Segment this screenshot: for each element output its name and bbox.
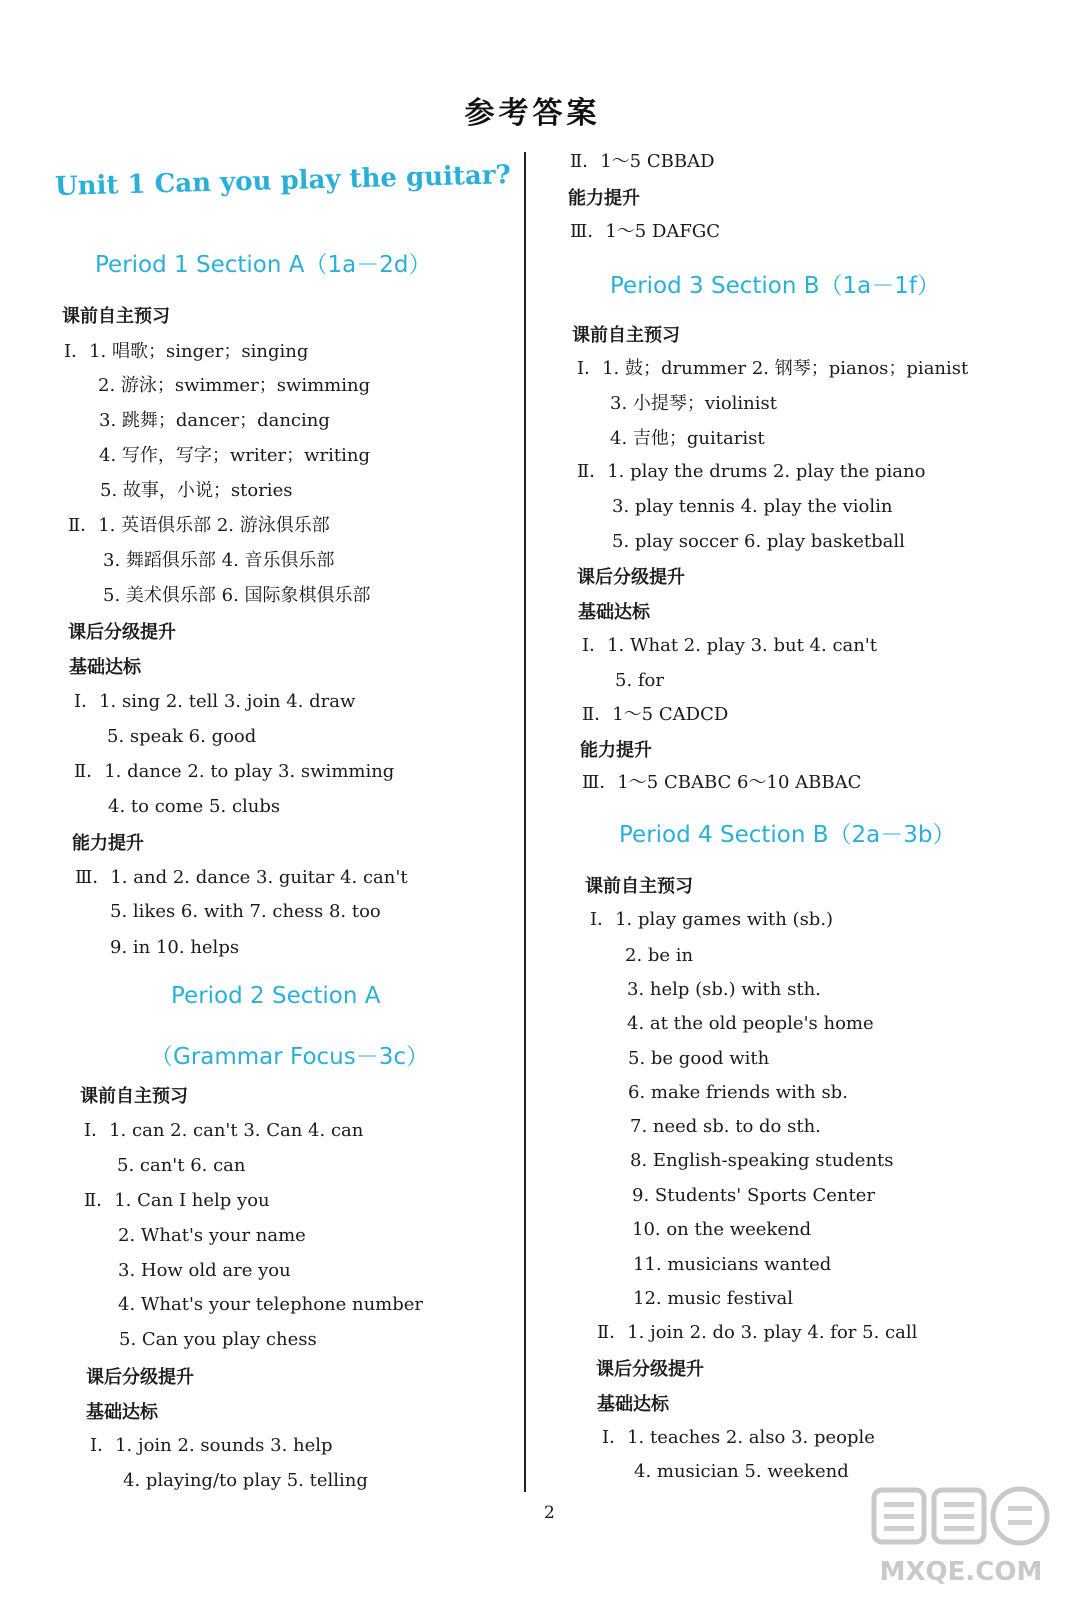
answer-line: Ⅰ．1. What 2. play 3. but 4. can't xyxy=(582,635,878,656)
heading-basic: 基础达标 xyxy=(578,602,650,623)
heading-post: 课后分级提升 xyxy=(596,1359,704,1380)
answer-line: Ⅱ．1. join 2. do 3. play 4. for 5. call xyxy=(597,1322,918,1343)
answer-line: Ⅰ．1. can 2. can't 3. Can 4. can xyxy=(84,1120,364,1141)
answer-line: Ⅱ．1. dance 2. to play 3. swimming xyxy=(74,761,395,782)
answer-line: Ⅱ．1. play the drums 2. play the piano xyxy=(577,461,926,482)
answer-line: Ⅰ．1. 唱歌；singer；singing xyxy=(64,341,309,362)
heading-ability: 能力提升 xyxy=(568,188,640,209)
answer-line: 4. at the old people's home xyxy=(627,1013,874,1034)
watermark-logo xyxy=(868,1484,1054,1588)
answer-line: Ⅰ．1. teaches 2. also 3. people xyxy=(602,1427,875,1448)
answer-line: 6. make friends with sb. xyxy=(628,1082,848,1103)
answer-line: 5. 美术俱乐部 6. 国际象棋俱乐部 xyxy=(103,585,371,606)
answer-line: 3. 跳舞；dancer；dancing xyxy=(99,410,330,431)
heading-post: 课后分级提升 xyxy=(68,622,176,643)
answer-line: 10. on the weekend xyxy=(632,1219,812,1240)
watermark-text: MXQE.COM xyxy=(879,1557,1043,1587)
answer-line: 8. English-speaking students xyxy=(630,1150,894,1171)
answer-line: 4. 吉他；guitarist xyxy=(610,428,765,449)
answer-line: 2. be in xyxy=(625,945,694,966)
answer-line: Ⅲ．1～5 DAFGC xyxy=(570,221,721,242)
answer-line: 12. music festival xyxy=(633,1288,794,1309)
heading-post: 课后分级提升 xyxy=(86,1367,194,1388)
answer-line: 5. for xyxy=(615,670,664,691)
answer-line: 4. What's your telephone number xyxy=(118,1294,424,1315)
answer-line: 4. to come 5. clubs xyxy=(108,796,281,817)
answer-line: 3. 舞蹈俱乐部 4. 音乐俱乐部 xyxy=(103,550,335,571)
answer-line: Ⅱ．1. 英语俱乐部 2. 游泳俱乐部 xyxy=(68,515,330,536)
heading-post: 课后分级提升 xyxy=(577,567,685,588)
answer-line: 3. play tennis 4. play the violin xyxy=(612,496,893,517)
answer-line: Ⅱ．1～5 CBBAD xyxy=(570,151,715,172)
answer-line: Ⅰ．1. 鼓；drummer 2. 钢琴；pianos；pianist xyxy=(577,358,969,379)
page-number: 2 xyxy=(544,1503,555,1523)
column-divider xyxy=(524,152,526,1492)
heading-basic: 基础达标 xyxy=(597,1394,669,1415)
answer-line: Ⅰ．1. play games with (sb.) xyxy=(590,909,834,930)
answer-line: 5. be good with xyxy=(628,1048,770,1069)
heading-ability: 能力提升 xyxy=(72,833,144,854)
answer-line: 2. What's your name xyxy=(118,1225,306,1246)
answer-line: 4. 写作，写字；writer；writing xyxy=(99,445,371,466)
answer-line: 11. musicians wanted xyxy=(633,1254,832,1275)
answer-line: 5. can't 6. can xyxy=(117,1155,246,1176)
period-3-title: Period 3 Section B（1a－1f） xyxy=(610,273,940,299)
answer-line: Ⅰ．1. sing 2. tell 3. join 4. draw xyxy=(74,691,356,712)
heading-preview: 课前自主预习 xyxy=(572,325,680,346)
heading-ability: 能力提升 xyxy=(580,740,652,761)
answer-line: 9. Students' Sports Center xyxy=(632,1185,875,1206)
answer-line: 9. in 10. helps xyxy=(110,937,240,958)
answer-line: 2. 游泳；swimmer；swimming xyxy=(98,375,371,396)
answer-line: Ⅱ．1～5 CADCD xyxy=(582,704,729,725)
answer-line: 4. playing/to play 5. telling xyxy=(123,1470,368,1491)
answer-line: Ⅰ．1. join 2. sounds 3. help xyxy=(90,1435,333,1456)
period-2-subtitle: （Grammar Focus－3c） xyxy=(150,1044,430,1070)
answer-line: 5. speak 6. good xyxy=(107,726,257,747)
answer-line: Ⅲ．1～5 CBABC 6～10 ABBAC xyxy=(582,772,862,793)
period-1-title: Period 1 Section A（1a－2d） xyxy=(95,252,432,278)
heading-preview: 课前自主预习 xyxy=(80,1086,188,1107)
answer-line: Ⅲ．1. and 2. dance 3. guitar 4. can't xyxy=(75,867,408,888)
answer-line: 5. likes 6. with 7. chess 8. too xyxy=(110,901,381,922)
page-title: 参考答案 xyxy=(464,96,601,131)
period-4-title: Period 4 Section B（2a－3b） xyxy=(619,822,956,848)
unit-title: Unit 1 Can you play the guitar? xyxy=(54,160,512,202)
answer-line: 7. need sb. to do sth. xyxy=(630,1116,821,1137)
heading-preview: 课前自主预习 xyxy=(62,306,170,327)
answer-line: 5. play soccer 6. play basketball xyxy=(612,531,905,552)
answer-line: 5. Can you play chess xyxy=(119,1329,317,1350)
period-2-title: Period 2 Section A xyxy=(171,983,381,1009)
heading-preview: 课前自主预习 xyxy=(585,876,693,897)
answer-line: 3. help (sb.) with sth. xyxy=(627,979,821,1000)
answer-line: 3. 小提琴；violinist xyxy=(610,393,777,414)
answer-line: Ⅱ．1. Can I help you xyxy=(84,1190,270,1211)
heading-basic: 基础达标 xyxy=(86,1402,158,1423)
heading-basic: 基础达标 xyxy=(69,657,141,678)
answer-line: 5. 故事，小说；stories xyxy=(100,480,293,501)
answer-line: 3. How old are you xyxy=(118,1260,291,1281)
answer-line: 4. musician 5. weekend xyxy=(634,1461,849,1482)
